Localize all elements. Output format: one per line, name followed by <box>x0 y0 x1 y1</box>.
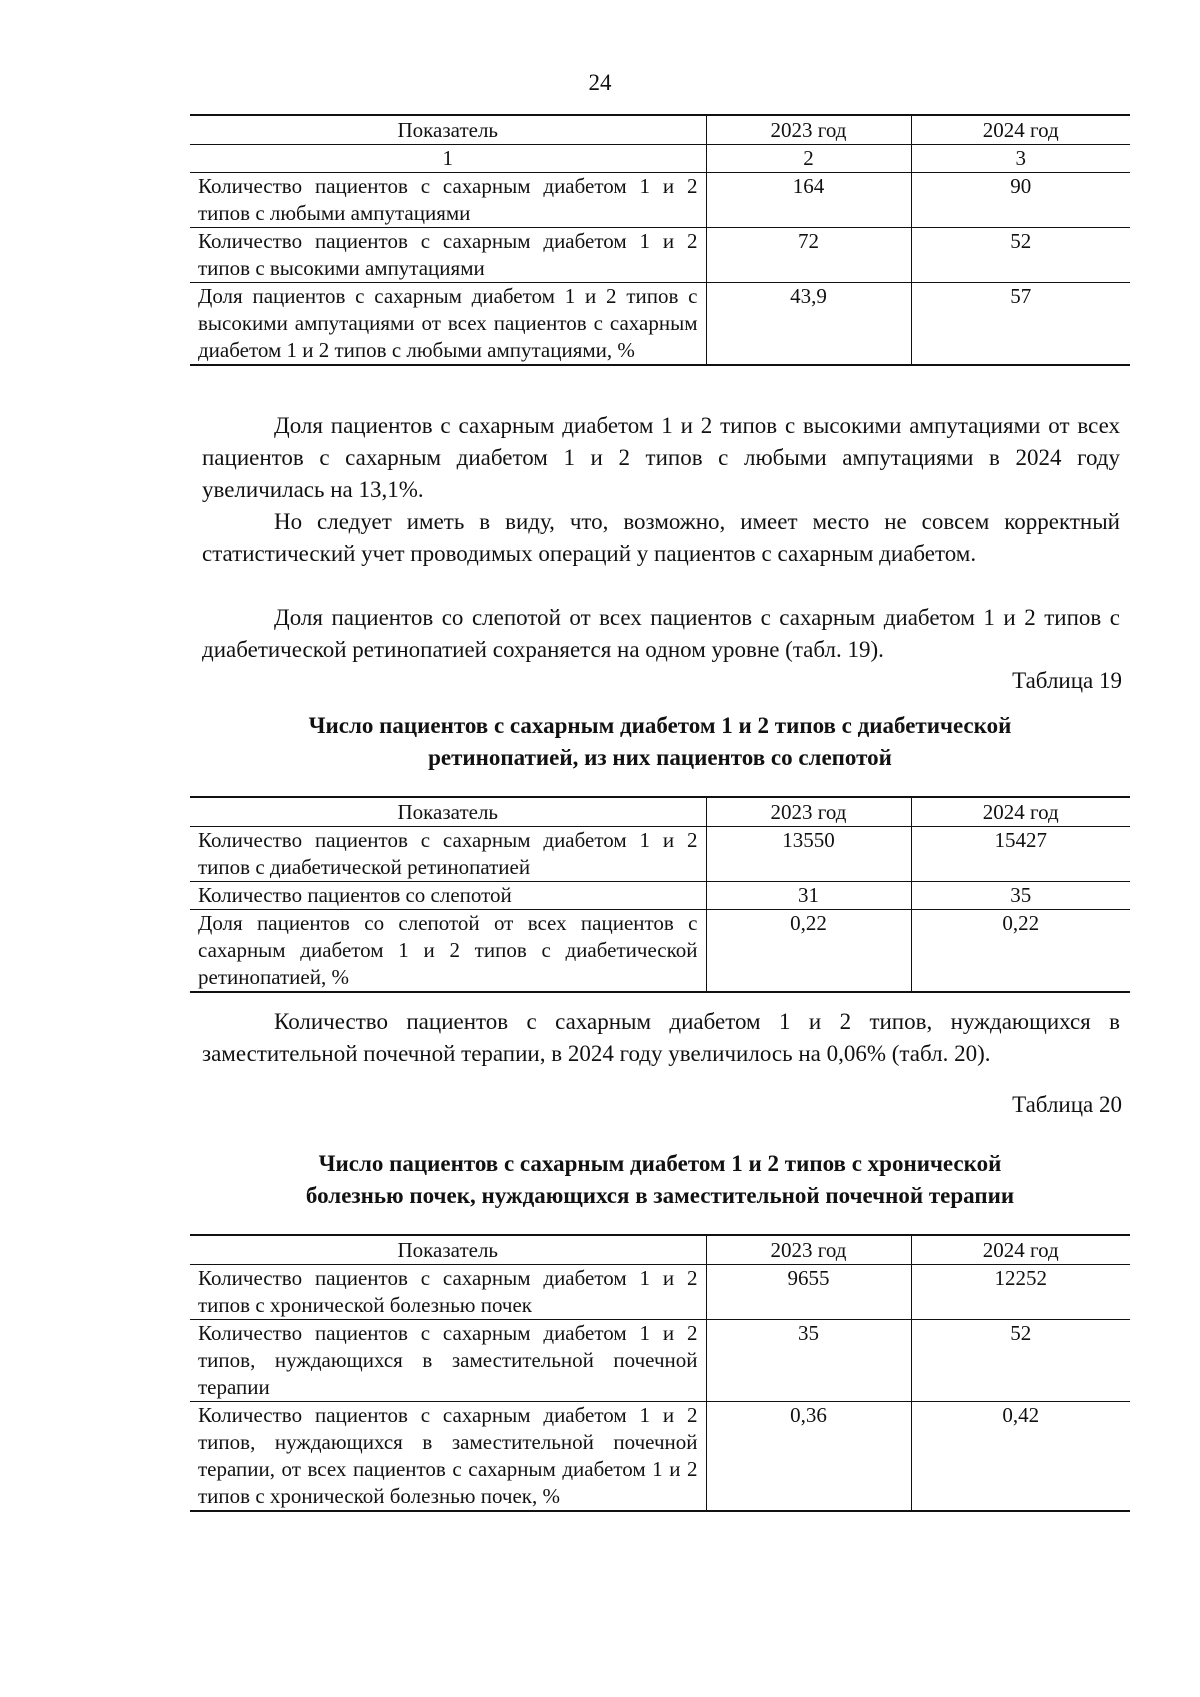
column-header: Показатель <box>190 115 706 145</box>
value-2023: 9655 <box>706 1265 911 1320</box>
value-2024: 35 <box>911 882 1130 910</box>
value-2024: 90 <box>911 173 1130 228</box>
value-2024: 0,42 <box>911 1402 1130 1512</box>
table-row <box>190 173 1130 228</box>
value-2024: 57 <box>911 283 1130 366</box>
row-label: Количество пациентов с сахарным диабетом 1 и 2 типов, нуждающихся в заместительной почечной терапии, от всех пациентов с сахарным диабетом 1 и 2 типов с хронической болезнью почек, % <box>190 1402 706 1512</box>
value-2023: 31 <box>706 882 911 910</box>
table-header-row <box>190 1235 1130 1265</box>
row-label: Доля пациентов со слепотой от всех пациентов с сахарным диабетом 1 и 2 типов с диабетической ретинопатией, % <box>190 910 706 993</box>
column-header: 2023 год <box>706 115 911 145</box>
table-title <box>190 710 1130 774</box>
column-numbering-row <box>190 145 1130 173</box>
amputations-table <box>190 114 1130 366</box>
row-label: Количество пациентов с сахарным диабетом 1 и 2 типов с диабетической ретинопатией <box>190 827 706 882</box>
row-label: Количество пациентов с сахарным диабетом 1 и 2 типов с хронической болезнью почек <box>190 1265 706 1320</box>
paragraph: Доля пациентов с сахарным диабетом 1 и 2 типов с высокими ампутациями от всех пациентов с сахарным диабетом 1 и 2 типов с любыми ампутациями в 2024 году увеличилась на 13,1%. <box>202 413 1120 502</box>
row-label: Количество пациентов с сахарным диабетом 1 и 2 типов, нуждающихся в заместительной почечной терапии <box>190 1320 706 1402</box>
paragraph: Доля пациентов со слепотой от всех пациентов с сахарным диабетом 1 и 2 типов с диабетической ретинопатией сохраняется на одном уровне (табл. 19). <box>202 605 1120 662</box>
value-2024: 15427 <box>911 827 1130 882</box>
value-2024: 52 <box>911 1320 1130 1402</box>
paragraph: Количество пациентов с сахарным диабетом 1 и 2 типов, нуждающихся в заместительной почечной терапии, в 2024 году увеличилось на 0,06% (табл. 20). <box>202 1009 1120 1066</box>
table-title-line: болезнью почек, нуждающихся в заместительной почечной терапии <box>305 1183 1015 1208</box>
table-row <box>190 1402 1130 1512</box>
table-row <box>190 228 1130 283</box>
value-2023: 43,9 <box>706 283 911 366</box>
table-header-row <box>190 115 1130 145</box>
value-2023: 35 <box>706 1320 911 1402</box>
table-title <box>190 1148 1130 1212</box>
column-header: 2024 год <box>911 1235 1130 1265</box>
table-row <box>190 283 1130 366</box>
value-2023: 0,22 <box>706 910 911 993</box>
table-row <box>190 827 1130 882</box>
value-2023: 13550 <box>706 827 911 882</box>
column-header: 2024 год <box>911 115 1130 145</box>
table-caption-number: Таблица 20 <box>1012 1092 1122 1117</box>
row-label: Количество пациентов с сахарным диабетом 1 и 2 типов с любыми ампутациями <box>190 173 706 228</box>
column-header: Показатель <box>190 1235 706 1265</box>
column-number: 1 <box>190 145 706 173</box>
value-2024: 0,22 <box>911 910 1130 993</box>
value-2023: 0,36 <box>706 1402 911 1512</box>
kidney-therapy-table <box>190 1234 1130 1512</box>
retinopathy-table <box>190 796 1130 993</box>
column-header: 2023 год <box>706 797 911 827</box>
table-caption-number: Таблица 19 <box>1012 668 1122 693</box>
row-label: Доля пациентов с сахарным диабетом 1 и 2 типов с высокими ампутациями от всех пациентов с сахарным диабетом 1 и 2 типов с любыми ампутациями, % <box>190 283 706 366</box>
table-row <box>190 1320 1130 1402</box>
table-row <box>190 1265 1130 1320</box>
column-header: 2024 год <box>911 797 1130 827</box>
table-row <box>190 910 1130 993</box>
page-number: 24 <box>588 70 612 95</box>
column-header: Показатель <box>190 797 706 827</box>
value-2024: 12252 <box>911 1265 1130 1320</box>
value-2023: 164 <box>706 173 911 228</box>
table-row <box>190 882 1130 910</box>
table-header-row <box>190 797 1130 827</box>
row-label: Количество пациентов с сахарным диабетом 1 и 2 типов с высокими ампутациями <box>190 228 706 283</box>
value-2023: 72 <box>706 228 911 283</box>
table-title-line: Число пациентов с сахарным диабетом 1 и 2 типов с хронической <box>318 1151 1002 1176</box>
paragraph: Но следует иметь в виду, что, возможно, имеет место не совсем корректный статистический учет проводимых операций у пациентов с сахарным диабетом. <box>202 509 1120 566</box>
row-label: Количество пациентов со слепотой <box>190 882 706 910</box>
column-header: 2023 год <box>706 1235 911 1265</box>
column-number: 3 <box>911 145 1130 173</box>
table-title-line: ретинопатией, из них пациентов со слепотой <box>428 745 892 770</box>
table-title-line: Число пациентов с сахарным диабетом 1 и 2 типов с диабетической <box>308 713 1012 738</box>
column-number: 2 <box>706 145 911 173</box>
value-2024: 52 <box>911 228 1130 283</box>
